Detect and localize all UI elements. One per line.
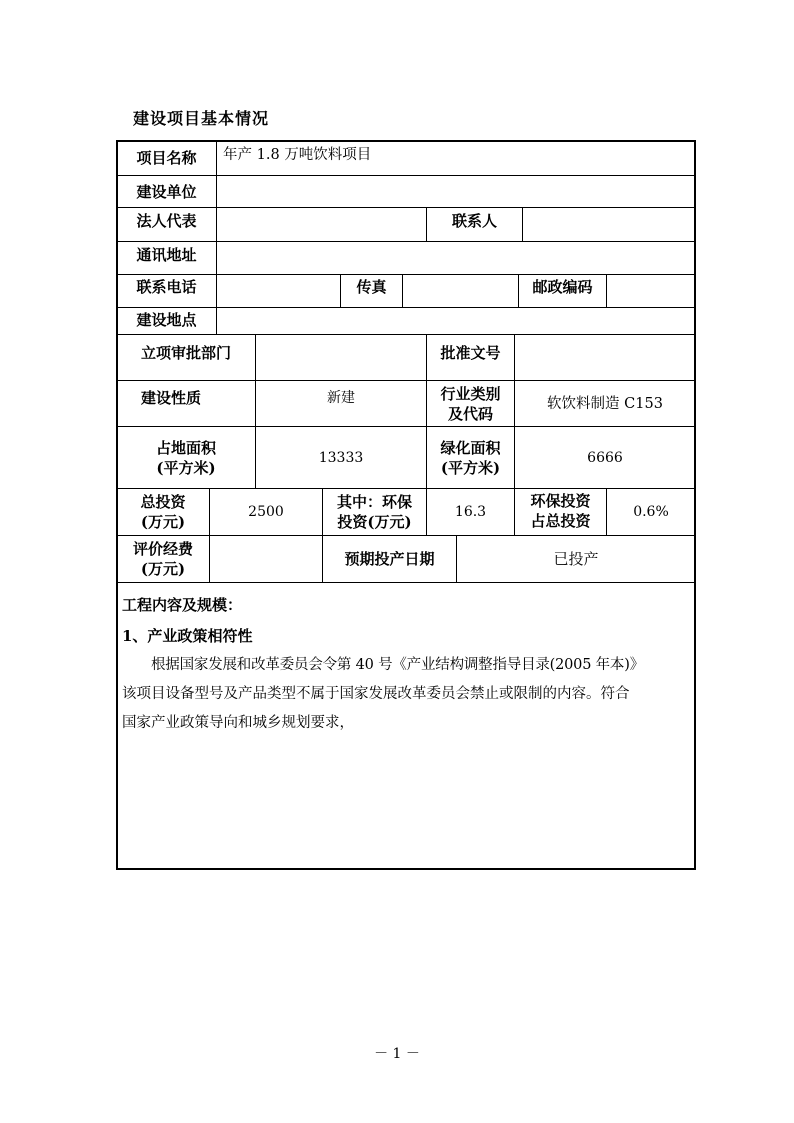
policy-paragraph-line2: 该项目设备型号及产品类型不属于国家发展改革委员会禁止或限制的内容。符合 bbox=[122, 686, 630, 702]
green-area-label bbox=[427, 427, 514, 488]
total-investment-label-line1: 总投资 bbox=[140, 493, 186, 511]
phone-label: 联系电话 bbox=[136, 278, 197, 296]
total-investment-label bbox=[117, 489, 209, 535]
approval-doc-value bbox=[515, 335, 695, 380]
total-investment-value: 2500 bbox=[248, 504, 284, 520]
evaluation-cost-value bbox=[210, 536, 322, 582]
page-number: － 1 － bbox=[374, 1046, 420, 1062]
legal-rep-value bbox=[217, 208, 426, 241]
nature-value: 新建 bbox=[327, 390, 355, 406]
land-area-label bbox=[117, 427, 255, 488]
content-section-title: 工程内容及规模： bbox=[122, 596, 243, 614]
env-ratio-label-line2: 占总投资 bbox=[530, 512, 591, 530]
green-area-value: 6666 bbox=[587, 449, 623, 466]
env-ratio-label-line1: 环保投资 bbox=[530, 492, 591, 510]
industry-label-line2: 及代码 bbox=[447, 404, 493, 423]
industry-label-line1: 行业类别 bbox=[440, 384, 501, 403]
policy-paragraph-line3: 国家产业政策导向和城乡规划要求， bbox=[122, 715, 354, 731]
land-area-value: 13333 bbox=[318, 449, 364, 466]
address-value bbox=[217, 242, 695, 274]
fax-label: 传真 bbox=[356, 278, 387, 296]
evaluation-cost-label-line2: (万元) bbox=[140, 560, 186, 578]
address-label: 通讯地址 bbox=[136, 246, 197, 264]
env-investment-label bbox=[323, 489, 426, 535]
env-ratio-label bbox=[515, 489, 606, 535]
policy-paragraph bbox=[122, 651, 690, 738]
section-heading: 建设项目基本情况 bbox=[133, 109, 270, 128]
green-area-label-line2: (平方米) bbox=[440, 458, 501, 477]
site-value bbox=[217, 308, 695, 334]
builder-value bbox=[217, 176, 695, 207]
env-investment-label-line1: 其中：环保 bbox=[336, 493, 412, 511]
env-ratio-value: 0.6% bbox=[633, 504, 669, 520]
project-name-label: 项目名称 bbox=[136, 149, 197, 167]
project-name-value: 年产 1.8 万吨饮料项目 bbox=[223, 147, 372, 163]
total-investment-label-line2: (万元) bbox=[140, 513, 186, 531]
nature-label: 建设性质 bbox=[140, 389, 201, 407]
approval-dept-value bbox=[256, 335, 426, 380]
policy-subsection-title: 1、产业政策相符性 bbox=[122, 627, 253, 645]
industry-label bbox=[427, 381, 514, 426]
postcode-value bbox=[607, 275, 695, 307]
evaluation-cost-label-line1: 评价经费 bbox=[132, 540, 193, 558]
production-date-label: 预期投产日期 bbox=[344, 550, 435, 568]
fax-value bbox=[403, 275, 518, 307]
green-area-label-line1: 绿化面积 bbox=[440, 438, 501, 457]
policy-paragraph-line1: 根据国家发展和改革委员会令第 40 号《产业结构调整指导目录(2005 年本)》 bbox=[151, 657, 644, 673]
postcode-label: 邮政编码 bbox=[532, 278, 593, 296]
row-divider bbox=[117, 582, 695, 583]
phone-value bbox=[217, 275, 340, 307]
builder-label: 建设单位 bbox=[136, 182, 197, 201]
approval-dept-label: 立项审批部门 bbox=[140, 344, 231, 362]
contact-label: 联系人 bbox=[451, 212, 497, 230]
evaluation-cost-label bbox=[117, 536, 209, 582]
contact-value bbox=[523, 208, 695, 241]
approval-doc-label: 批准文号 bbox=[440, 344, 501, 362]
land-area-label-line1: 占地面积 bbox=[155, 438, 216, 457]
legal-rep-label: 法人代表 bbox=[136, 212, 197, 230]
production-date-value: 已投产 bbox=[553, 550, 599, 568]
env-investment-value: 16.3 bbox=[454, 504, 487, 520]
industry-value: 软饮料制造 C153 bbox=[547, 395, 663, 412]
site-label: 建设地点 bbox=[136, 311, 197, 329]
env-investment-label-line2: 投资(万元) bbox=[337, 513, 412, 531]
land-area-label-line2: (平方米) bbox=[156, 458, 216, 477]
